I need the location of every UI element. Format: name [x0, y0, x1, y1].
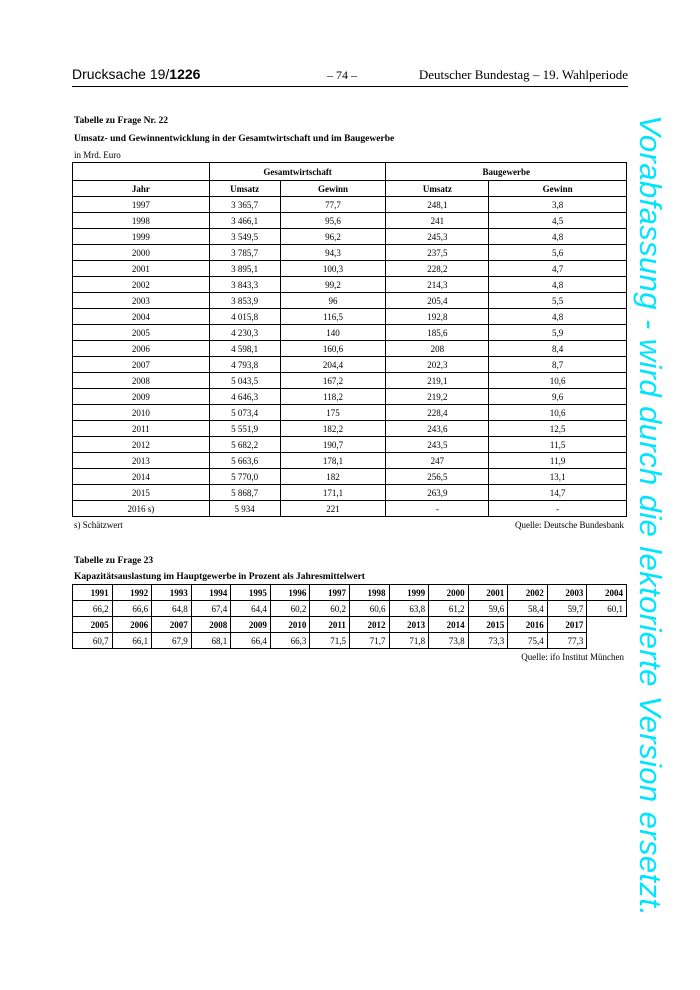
table-cell: 64,4: [231, 601, 271, 617]
table1-column-header: Gewinn: [280, 181, 386, 197]
table-cell: 245,3: [386, 229, 489, 245]
table-cell: 64,8: [152, 601, 192, 617]
table-cell: 204,4: [280, 357, 386, 373]
table-cell: 4,8: [489, 309, 627, 325]
table-row: [73, 357, 627, 373]
table-cell: 5 073,4: [209, 405, 280, 421]
table-cell: 1994: [191, 585, 231, 601]
table1-footnote: s) Schätzwert: [74, 520, 123, 530]
empty-cell: [587, 617, 627, 633]
table-cell: 13,1: [489, 469, 627, 485]
table-cell: 182,2: [280, 421, 386, 437]
table2-values-row: [73, 633, 627, 649]
table-cell: 5,9: [489, 325, 627, 341]
table-row: [73, 213, 627, 229]
table-row: [73, 437, 627, 453]
table-row: [73, 453, 627, 469]
table-cell: 94,3: [280, 245, 386, 261]
table1-body: [73, 197, 627, 517]
table-cell: 2016 s): [73, 501, 210, 517]
table-cell: 4 793,8: [209, 357, 280, 373]
publisher: Deutscher Bundestag – 19. Wahlperiode: [418, 67, 628, 82]
table-cell: 10,6: [489, 373, 627, 389]
table2-caption: Tabelle zu Frage 23: [74, 556, 154, 566]
table1-source: Quelle: Deutsche Bundesbank: [515, 520, 624, 530]
table1-group-header: Gesamtwirtschaft: [209, 163, 386, 181]
table-cell: 1992: [112, 585, 152, 601]
table-cell: 5 551,9: [209, 421, 280, 437]
table-cell: 3 843,3: [209, 277, 280, 293]
table-cell: 9,6: [489, 389, 627, 405]
table-cell: 208: [386, 341, 489, 357]
page-header: [72, 66, 628, 86]
table-row: [73, 421, 627, 437]
table-cell: 2015: [468, 617, 508, 633]
table-cell: 60,2: [270, 601, 310, 617]
table-cell: 2002: [508, 585, 548, 601]
table-cell: 241: [386, 213, 489, 229]
table-cell: -: [386, 501, 489, 517]
table-cell: 2005: [73, 325, 210, 341]
table-cell: 2001: [73, 261, 210, 277]
table-cell: 4 598,1: [209, 341, 280, 357]
table-cell: 167,2: [280, 373, 386, 389]
table-row: [73, 197, 627, 213]
table-cell: 73,8: [429, 633, 469, 649]
draft-watermark: Vorabfassung - wird durch die lektorierte Version ersetzt.: [633, 115, 668, 917]
document-number-prefix: 19/: [149, 66, 170, 82]
table-cell: 2003: [73, 293, 210, 309]
table-cell: 61,2: [429, 601, 469, 617]
table-cell: 2012: [73, 437, 210, 453]
table1-group-empty: [73, 163, 210, 181]
table-cell: 243,5: [386, 437, 489, 453]
table-cell: 71,7: [349, 633, 389, 649]
table-cell: 5 682,2: [209, 437, 280, 453]
table-cell: 5 934: [209, 501, 280, 517]
table-cell: 14,7: [489, 485, 627, 501]
table-cell: 68,1: [191, 633, 231, 649]
table-cell: 71,8: [389, 633, 429, 649]
table-cell: 1993: [152, 585, 192, 601]
table1-column-header: Jahr: [73, 181, 210, 197]
table-cell: 4 646,3: [209, 389, 280, 405]
table-cell: 2012: [349, 617, 389, 633]
table-row: [73, 341, 627, 357]
table-cell: 1991: [73, 585, 113, 601]
table-cell: 66,4: [231, 633, 271, 649]
table-cell: 2000: [429, 585, 469, 601]
table-row: [73, 373, 627, 389]
page-number: – 74 –: [327, 68, 357, 82]
table-cell: 2013: [389, 617, 429, 633]
table-cell: 2004: [73, 309, 210, 325]
document-label: Drucksache: [72, 66, 146, 82]
table2-years-row: [73, 617, 627, 633]
table-cell: 2003: [547, 585, 587, 601]
table-cell: 4 015,8: [209, 309, 280, 325]
table-cell: 247: [386, 453, 489, 469]
table1-column-header: Umsatz: [209, 181, 280, 197]
table-cell: 2014: [73, 469, 210, 485]
table-cell: 228,4: [386, 405, 489, 421]
table-cell: 237,5: [386, 245, 489, 261]
table-cell: 1999: [389, 585, 429, 601]
table-cell: 2009: [231, 617, 271, 633]
table-cell: 4,8: [489, 277, 627, 293]
table-cell: 171,1: [280, 485, 386, 501]
table-row: [73, 261, 627, 277]
table-cell: 178,1: [280, 453, 386, 469]
table-cell: 60,1: [587, 601, 627, 617]
table-cell: 5 868,7: [209, 485, 280, 501]
table-cell: 192,8: [386, 309, 489, 325]
table-cell: 116,5: [280, 309, 386, 325]
table-cell: 5,6: [489, 245, 627, 261]
table-cell: 60,6: [349, 601, 389, 617]
table-cell: 3 549,5: [209, 229, 280, 245]
table-cell: 2005: [73, 617, 113, 633]
table-cell: 71,5: [310, 633, 350, 649]
table-cell: 2007: [152, 617, 192, 633]
table2-title: Kapazitätsauslastung im Hauptgewerbe in Prozent als Jahresmittelwert: [74, 572, 365, 582]
table-cell: 66,1: [112, 633, 152, 649]
table-cell: 190,7: [280, 437, 386, 453]
table-row: [73, 229, 627, 245]
table-cell: 2008: [191, 617, 231, 633]
table-cell: 95,6: [280, 213, 386, 229]
table-cell: 219,2: [386, 389, 489, 405]
table-cell: 1997: [73, 197, 210, 213]
table-row: [73, 469, 627, 485]
table-cell: 256,5: [386, 469, 489, 485]
table-cell: 2002: [73, 277, 210, 293]
table-cell: 2010: [270, 617, 310, 633]
table-cell: 182: [280, 469, 386, 485]
revenue-profit-table: [72, 162, 627, 517]
table-cell: 2015: [73, 485, 210, 501]
table-cell: 96: [280, 293, 386, 309]
table-cell: 77,3: [547, 633, 587, 649]
table2-years-row: [73, 585, 627, 601]
table-cell: 67,4: [191, 601, 231, 617]
table-cell: 2017: [547, 617, 587, 633]
table-cell: 8,4: [489, 341, 627, 357]
table-row: [73, 389, 627, 405]
table-cell: 1996: [270, 585, 310, 601]
table1-title: Umsatz- und Gewinnentwicklung in der Gesamtwirtschaft und im Baugewerbe: [74, 134, 395, 144]
table-cell: 2016: [508, 617, 548, 633]
table-cell: 219,1: [386, 373, 489, 389]
table-cell: 2011: [73, 421, 210, 437]
table-row: [73, 405, 627, 421]
table-cell: 214,3: [386, 277, 489, 293]
table-cell: 5,5: [489, 293, 627, 309]
table-cell: 185,6: [386, 325, 489, 341]
document-number-value: 1226: [169, 66, 201, 82]
table-cell: 73,3: [468, 633, 508, 649]
table-cell: 1997: [310, 585, 350, 601]
table-cell: 2011: [310, 617, 350, 633]
table-cell: 75,4: [508, 633, 548, 649]
header-rule: [72, 86, 628, 87]
table-cell: 100,3: [280, 261, 386, 277]
table2-values-row: [73, 601, 627, 617]
table-cell: 202,3: [386, 357, 489, 373]
table-row: [73, 277, 627, 293]
table-cell: 66,3: [270, 633, 310, 649]
table-cell: 4,8: [489, 229, 627, 245]
table-cell: 59,7: [547, 601, 587, 617]
table-cell: 2006: [73, 341, 210, 357]
table-row: [73, 245, 627, 261]
table-cell: 77,7: [280, 197, 386, 213]
table-cell: 118,2: [280, 389, 386, 405]
table-cell: 4,7: [489, 261, 627, 277]
table1-column-header: Gewinn: [489, 181, 627, 197]
table-cell: 3 365,7: [209, 197, 280, 213]
table-cell: 4,5: [489, 213, 627, 229]
table-cell: -: [489, 501, 627, 517]
table-cell: 5 663,6: [209, 453, 280, 469]
table-cell: 248,1: [386, 197, 489, 213]
table-cell: 205,4: [386, 293, 489, 309]
table-row: [73, 501, 627, 517]
table-cell: 243,6: [386, 421, 489, 437]
table-cell: 1998: [349, 585, 389, 601]
table-row: [73, 309, 627, 325]
table-row: [73, 485, 627, 501]
table-cell: 175: [280, 405, 386, 421]
table-cell: 2008: [73, 373, 210, 389]
table1-column-header: Umsatz: [386, 181, 489, 197]
table-row: [73, 325, 627, 341]
table1-group-header: Baugewerbe: [386, 163, 627, 181]
table-cell: 160,6: [280, 341, 386, 357]
table-cell: 221: [280, 501, 386, 517]
table-cell: 2007: [73, 357, 210, 373]
table-cell: 2009: [73, 389, 210, 405]
table-cell: 96,2: [280, 229, 386, 245]
table-cell: 11,9: [489, 453, 627, 469]
table-cell: 228,2: [386, 261, 489, 277]
table-cell: 10,6: [489, 405, 627, 421]
table-cell: 1999: [73, 229, 210, 245]
table-cell: 140: [280, 325, 386, 341]
table-cell: 3 895,1: [209, 261, 280, 277]
table-cell: 60,2: [310, 601, 350, 617]
table-cell: 58,4: [508, 601, 548, 617]
capacity-utilization-table: [72, 584, 627, 649]
table-cell: 2014: [429, 617, 469, 633]
table-cell: 3 853,9: [209, 293, 280, 309]
table-cell: 99,2: [280, 277, 386, 293]
table-row: [73, 293, 627, 309]
table-cell: 59,6: [468, 601, 508, 617]
table-cell: 263,9: [386, 485, 489, 501]
table-cell: 2001: [468, 585, 508, 601]
table-cell: 2004: [587, 585, 627, 601]
table-cell: 4 230,3: [209, 325, 280, 341]
table-cell: 60,7: [73, 633, 113, 649]
table-cell: 2010: [73, 405, 210, 421]
table-cell: 3 785,7: [209, 245, 280, 261]
table-cell: 5 770,0: [209, 469, 280, 485]
table1-unit: in Mrd. Euro: [74, 150, 121, 160]
table-cell: 1998: [73, 213, 210, 229]
table-cell: 66,6: [112, 601, 152, 617]
table-cell: 67,9: [152, 633, 192, 649]
table-cell: 8,7: [489, 357, 627, 373]
table-cell: 11,5: [489, 437, 627, 453]
table-cell: 2013: [73, 453, 210, 469]
table-cell: 1995: [231, 585, 271, 601]
empty-cell: [587, 633, 627, 649]
table-cell: 3 466,1: [209, 213, 280, 229]
document-number: [72, 66, 200, 82]
table-cell: 2006: [112, 617, 152, 633]
table-cell: 5 043,5: [209, 373, 280, 389]
table-cell: 63,8: [389, 601, 429, 617]
table-cell: 66,2: [73, 601, 113, 617]
table-cell: 3,8: [489, 197, 627, 213]
table2-source: Quelle: ifo Institut München: [521, 652, 624, 662]
table-cell: 2000: [73, 245, 210, 261]
table1-caption: Tabelle zu Frage Nr. 22: [74, 116, 169, 126]
table-cell: 12,5: [489, 421, 627, 437]
